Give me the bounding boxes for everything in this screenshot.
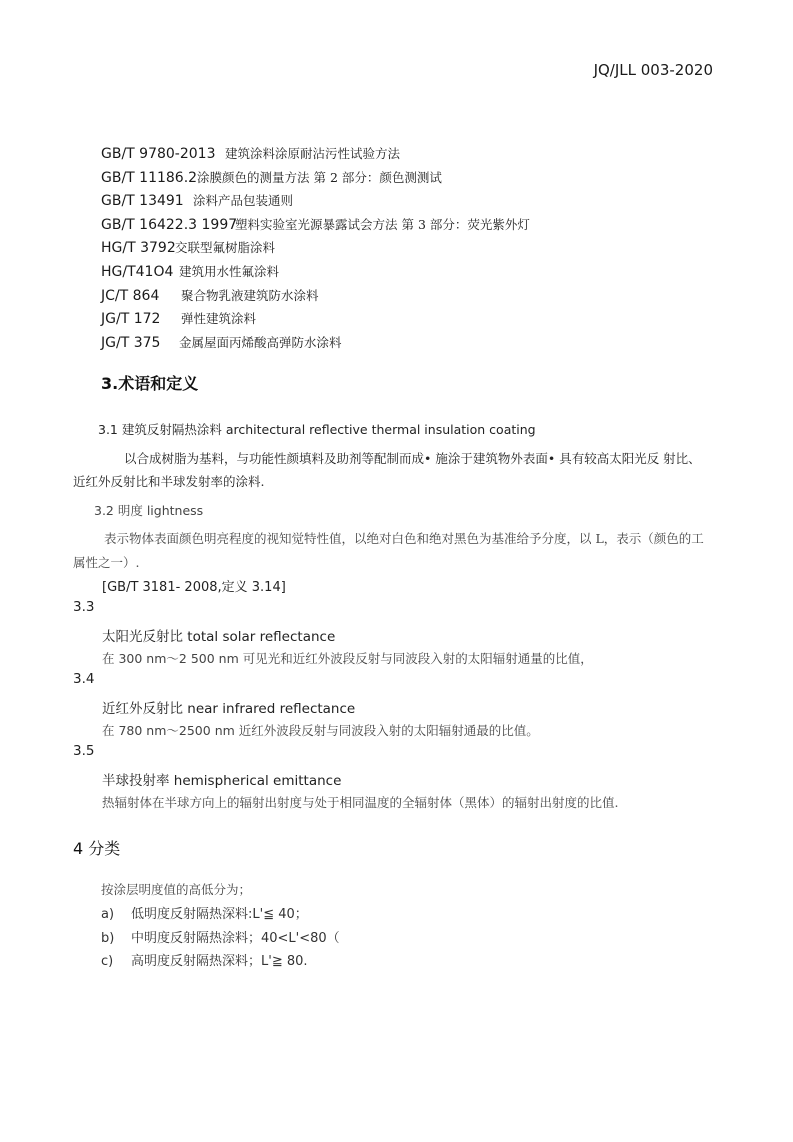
reference-code: JG/T 375 — [101, 334, 161, 351]
reference-item — [101, 331, 741, 355]
term-3-1-definition: 以合成树脂为基料，与功能性颜填料及助剂等配制而成• 施涂于建筑物外表面• 具有较高太阳光反 射比、 — [124, 451, 701, 466]
term-3-1-heading: 3.1 建筑反射隔热涂料 architectural reflective thermal insulation coating — [98, 422, 536, 437]
term-3-1-definition-cont: 近红外反射比和半球发射率的涂料. — [73, 474, 265, 489]
term-3-2-definition-cont: 属性之一）. — [73, 555, 140, 570]
term-3-4-term: 近红外反射比 near infrared reflectance — [102, 701, 356, 717]
term-3-3-number: 3.3 — [73, 599, 95, 615]
classification-intro: 按涂层明度值的高低分为； — [101, 882, 252, 897]
reference-item — [101, 260, 741, 284]
term-3-5-number: 3.5 — [73, 743, 95, 759]
reference-code: GB/T 11186.2 — [101, 169, 198, 186]
classification-item-b — [101, 927, 340, 946]
term-3-5-term: 半球投射率 hemispherical emittance — [102, 773, 342, 789]
reference-title: 建筑用水性氟涂料 — [179, 263, 280, 279]
term-3-2-source: [GB/T 3181- 2008,定义 3.14] — [102, 580, 286, 595]
reference-code: HG/T 3792 — [101, 240, 176, 257]
reference-item — [101, 166, 741, 190]
reference-title: 涂料产品包装通则 — [193, 193, 294, 209]
reference-title: 塑料实验室光源暴露试会方法 第 3 部分：荧光紫外灯 — [235, 216, 530, 232]
term-3-2-definition: 表示物体表面颜色明亮程度的视知觉特性值，以绝对白色和绝对黑色为基准给予分度，以 L，表示（颜色的工 — [104, 531, 704, 546]
list-marker: c) — [101, 954, 114, 969]
list-item-text: 低明度反射隔热深料:L'≦ 40； — [131, 907, 308, 922]
reference-title: 交联型氟树脂涂料 — [175, 240, 276, 256]
reference-code: JC/T 864 — [101, 287, 160, 304]
reference-item — [101, 142, 741, 166]
reference-code: GB/T 16422.3 1997 — [101, 216, 238, 233]
reference-item — [101, 307, 741, 331]
reference-item — [101, 236, 741, 260]
term-3-3-definition: 在 300 nm〜2 500 nm 可见光和近红外波段反射与同波段入射的太阳辐射通量的比值， — [102, 651, 593, 666]
reference-item — [101, 189, 741, 213]
reference-code: HG/T41O4 — [101, 263, 174, 280]
reference-item — [101, 213, 741, 237]
classification-item-c — [101, 950, 308, 969]
term-3-4-number: 3.4 — [73, 671, 95, 687]
classification-item-a — [101, 903, 308, 922]
list-marker: b) — [101, 931, 115, 946]
term-3-4-definition: 在 780 nm〜2500 nm 近红外波段反射与同波段入射的太阳辐射通最的比值。 — [102, 723, 539, 738]
document-code: JQ/JLL 003-2020 — [593, 61, 713, 79]
reference-title: 涂膜颜色的测量方法 第 2 部分：颜色测测试 — [197, 169, 442, 185]
section-3-heading: 3.术语和定义 — [101, 374, 199, 393]
term-3-2-heading: 3.2 明度 lightness — [94, 503, 204, 518]
list-marker: a) — [101, 907, 115, 922]
reference-item — [101, 284, 741, 308]
term-3-3-term: 太阳光反射比 total solar reflectance — [102, 629, 336, 645]
reference-title: 建筑涂料涂原耐沾污性试验方法 — [225, 146, 401, 161]
reference-code: JG/T 172 — [101, 311, 161, 328]
reference-title: 聚合物乳液建筑防水涂料 — [181, 287, 319, 303]
normative-references-list — [101, 142, 741, 354]
reference-title: 弹性建筑涂料 — [181, 311, 257, 327]
list-item-text: 高明度反射隔热深料；L'≧ 80. — [131, 954, 308, 969]
reference-title: 金属屋面丙烯酸高弹防水涂料 — [179, 334, 342, 350]
section-4-heading: 4 分类 — [73, 839, 121, 858]
term-3-5-definition: 热辐射体在半球方向上的辐射出射度与处于相同温度的全辐射体（黑体）的辐射出射度的比值. — [102, 795, 619, 810]
list-item-text: 中明度反射隔热涂料；40<L'<80（ — [131, 931, 340, 946]
reference-code: GB/T 13491 — [101, 193, 184, 210]
reference-code: GB/T 9780-2013 — [101, 146, 216, 162]
